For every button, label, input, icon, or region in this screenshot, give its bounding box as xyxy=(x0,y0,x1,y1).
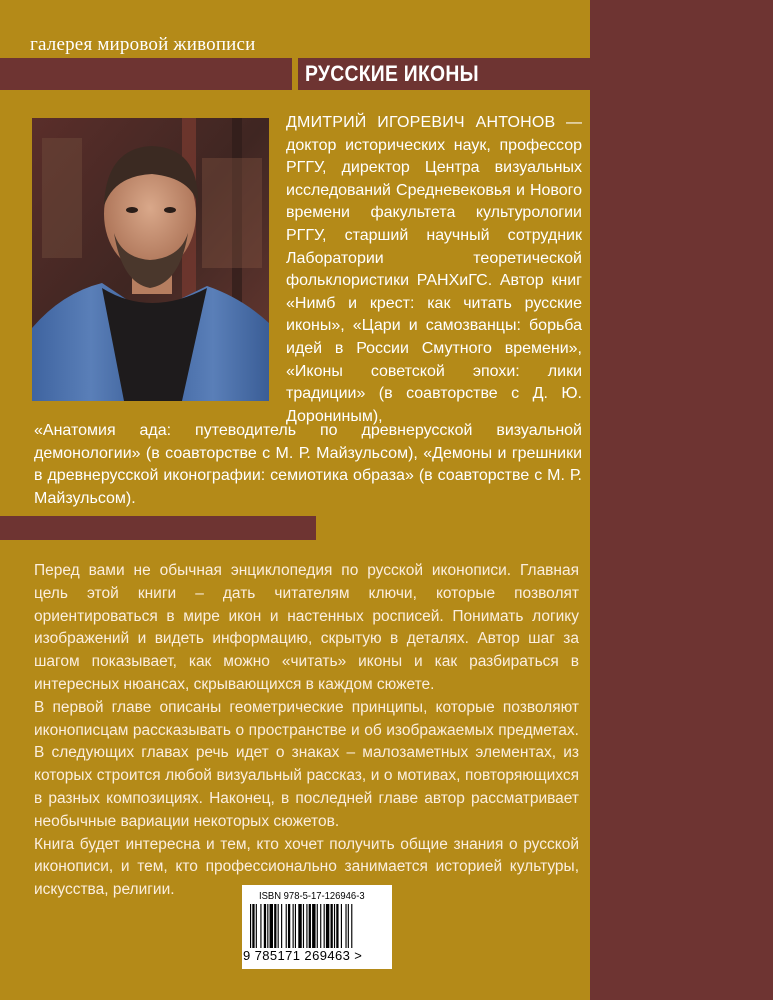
barcode-bars xyxy=(250,904,384,948)
author-bio-intro xyxy=(286,112,582,428)
author-bio-head-text: — доктор исторических наук, профессор РГГУ, директор Центра визуальных исследований Средневековья и Нового времени факультета культурологии РГГУ, старший научный сотрудник Лаборатории теоретической фольклористики РАНХиГС. Автор книг «Нимб и крест: как читать русские иконы», «Цари и самозванцы: борьба идей в России Смутного времени», «Иконы советской эпохи: лики традиции» (в соавторстве с Д. Ю. Дорониным), xyxy=(286,114,583,425)
spine-panel xyxy=(590,0,773,1000)
description-paragraph: Книга будет интересна и тем, кто хочет получить общие знания о русской иконописи, и тем, кто профессионально занимается историей культуры, искусства, религии. xyxy=(34,835,579,899)
series-name: галерея мировой живописи xyxy=(30,34,256,55)
description-paragraph: Перед вами не обычная энциклопедия по русской иконописи. Главная цель этой книги – дать читателям ключи, которые позволят ориентироваться в мире икон и настенных росписей. Понимать логику изображений и видеть информацию, скрытую в деталях. Автор шаг за шагом показывает, как можно «читать» иконы и как разбираться в интересных нюансах, скрывающихся в каждом сюжете. xyxy=(34,562,579,693)
isbn-label: ISBN 978-5-17-126946-3 xyxy=(259,890,365,902)
divider-band xyxy=(0,516,316,540)
author-name: ДМИТРИЙ ИГОРЕВИЧ АНТОНОВ xyxy=(286,114,556,131)
author-photo-image xyxy=(32,118,269,401)
author-photo xyxy=(32,118,269,401)
title-band-gap xyxy=(292,58,298,90)
barcode-digits: 9 785171 269463 > xyxy=(243,948,363,963)
barcode-panel xyxy=(242,885,392,969)
description-paragraph: В первой главе описаны геометрические принципы, которые позволяют иконописцам рассказывать о пространстве и об изображаемых предметах. В следующих главах речь идет о знаках – малозаметных элементах, из которых строится любой визуальный рассказ, и о мотивах, повторяющихся в разных композициях. Наконец, в последней главе автор рассматривает необычные вариации некоторых сюжетов. xyxy=(34,698,579,830)
author-bio-continued: «Анатомия ада: путеводитель по древнерусской визуальной демонологии» (в соавторстве с М. Р. Майзульсом), «Демоны и грешники в древнерусской иконографии: семиотика образа» (в соавторстве с М. Р. Майзульсом). xyxy=(34,422,582,507)
book-description xyxy=(34,560,579,902)
series-title: РУССКИЕ ИКОНЫ xyxy=(305,61,479,86)
